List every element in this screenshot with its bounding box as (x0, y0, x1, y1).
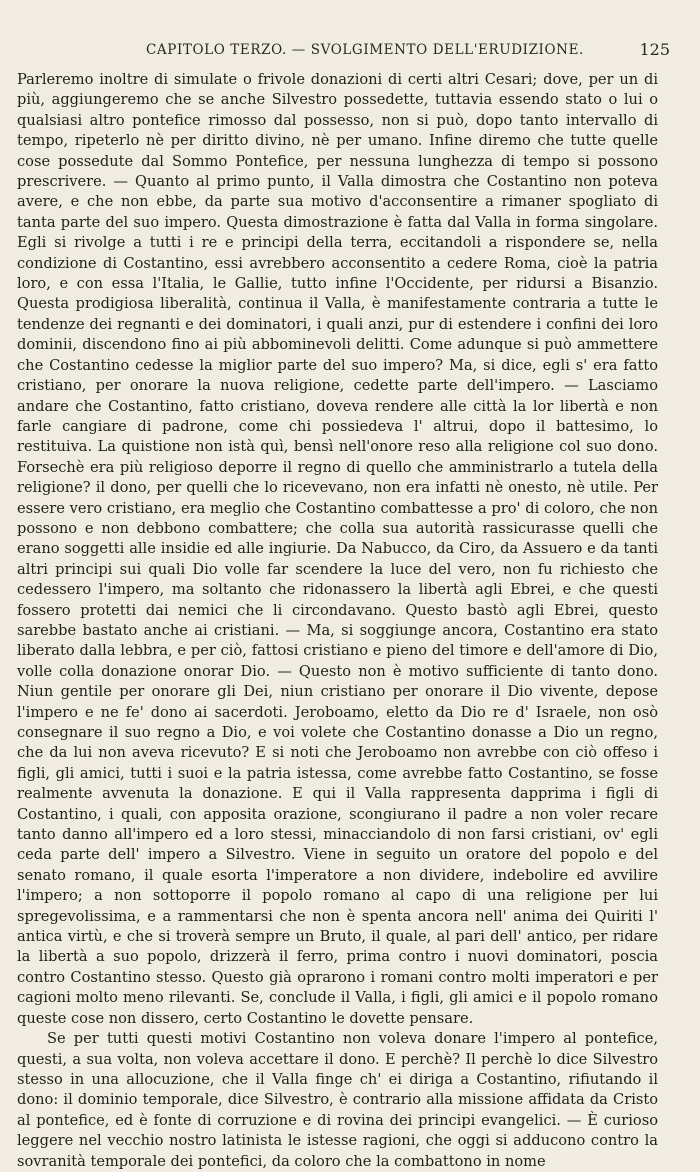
paragraph: Parleremo inoltre di simulate o frivole donazioni di certi altri Cesari; dove, per un di più, aggiungeremo che se anche Silvestro possedette, tuttavia essendo stato o lui o qualsiasi altro pontefice rimosso dal possesso, non si può, dopo tanto intervallo di tempo, ripeterlo nè per diritto divino, nè per umano. Infine diremo che tutte quelle cose possedute dal Sommo Pontefice, per nessuna lunghezza di tempo si possono prescrivere. — Quanto al primo punto, il Valla dimostra che Costantino non poteva avere, e che non ebbe, da parte sua motivo d'acconsentire a rimaner spogliato di tanta parte del suo impero. Questa dimostrazione è fatta dal Valla in forma singolare. Egli si rivolge a tutti i re e principi della terra, eccitandoli a rispondere se, nella condizione di Costantino, essi avrebbero acconsentito a cedere Roma, cioè la patria loro, e con essa l'Italia, le Gallie, tutto infine l'Occidente, per ridursi a Bisanzio. Questa prodigiosa liberalità, continua il Valla, è manifestamente contraria a tutte le tendenze dei regnanti e dei dominatori, i quali anzi, pur di estendere i confini dei loro dominii, discendono fino ai più abbominevoli delitti. Come adunque si può ammettere che Costantino cedesse la miglior parte del suo impero? Ma, si dice, egli s' era fatto cristiano, per onorare la nuova religione, cedette parte dell'impero. — Lasciamo andare che Costantino, fatto cristiano, doveva rendere alle città la lor libertà e non farle cangiare di padrone, come chi possiedeva l' altrui, dopo il battesimo, lo restituiva. La quistione non istà quì, bensì nell'onore reso alla religione col suo dono. Forsechè era più religioso deporre il regno di quello che amministrarlo a tutela della religione? il dono, per quelli che lo ricevevano, non era infatti nè onesto, nè utile. Per essere vero cristiano, era meglio che Costantino combattesse a pro' di coloro, che non possono e non debbono combattere; che colla sua autorità rassicurasse quelli che erano soggetti alle insidie ed alle ingiurie. Da Nabucco, da Ciro, da Assuero e da tanti altri principi sui quali Dio volle far scendere la luce del vero, non fu richiesto che cedessero l'impero, ma soltanto che ridonassero la libertà agli Ebrei, e che questi fossero protetti dai nemici che li circondavano. Questo bastò agli Ebrei, questo sarebbe bastato anche ai cristiani. — Ma, si soggiunge ancora, Costantino era stato liberato dalla lebbra, e per ciò, fattosi cristiano e pieno del timore e dell'amore di Dio, volle colla donazione onorar Dio. — Questo non è motivo sufficiente di tanto dono. Niun gentile per onorare gli Dei, niun cristiano per onorare il Dio vivente, depose l'impero e ne fe' dono ai sacerdoti. Jeroboamo, eletto da Dio re d' Israele, non osò consegnare il suo regno a Dio, e voi volete che Costantino donasse a Dio un regno, che da lui non aveva ricevuto? E si noti che Jeroboamo non avrebbe con ciò offeso i figli, gli amici, tutti i suoi e la patria istessa, come avrebbe fatto Costantino, se fosse realmente avvenuta la donazione. E qui il Valla rappresenta dapprima i figli di Costantino, i quali, con apposita orazione, scongiurano il padre a non voler recare tanto danno all'impero ed a loro stessi, minacciandolo di non farsi cristiani, ov' egli ceda parte dell' impero a Silvestro. Viene in seguito un oratore del popolo e del senato romano, il quale esorta l'imperatore a non dividere, indebolire ed avvilire l'impero; a non sottoporre il popolo romano al capo di una religione per lui spregevolissima, e a rammentarsi che non è spenta ancora nell' anima dei Quiriti l' antica virtù, e che si troverà sempre un Bruto, il quale, al pari dell' antico, per ridare la libertà a suo popolo, drizzerà il ferro, prima contro i nuovi dominatori, poscia contro Costantino stesso. Questo già oprarono i romani contro molti imperatori e per cagioni molto meno rilevanti. Se, conclude il Valla, i figli, gli amici e il popolo romano queste cose non dissero, certo Costantino le dovette pensare. (17, 71, 658, 1027)
paragraph: Se per tutti questi motivi Costantino non voleva donare l'impero al pontefice, questi, a sua volta, non voleva accettare il dono. E perchè? Il perchè lo dice Silvestro stesso in una allocuzione, che il Valla finge ch' ei diriga a Costantino, rifiutando il dono: il dominio temporale, dice Silvestro, è contrario alla missione affidata da Cristo al pontefice, ed è fonte di corruzione e di rovina dei principi evangelici. — È curioso leggere nel vecchio nostro latinista le istesse ragioni, che oggi si adducono contro la sovranità temporale dei pontefici, da coloro che la combattono in nome (17, 1030, 658, 1170)
page-number: 125 (639, 40, 670, 59)
running-title: CAPITOLO TERZO. — SVOLGIMENTO DELL'ERUDIZIONE. (146, 42, 584, 58)
running-head (18, 40, 670, 62)
body-text (17, 70, 658, 1172)
